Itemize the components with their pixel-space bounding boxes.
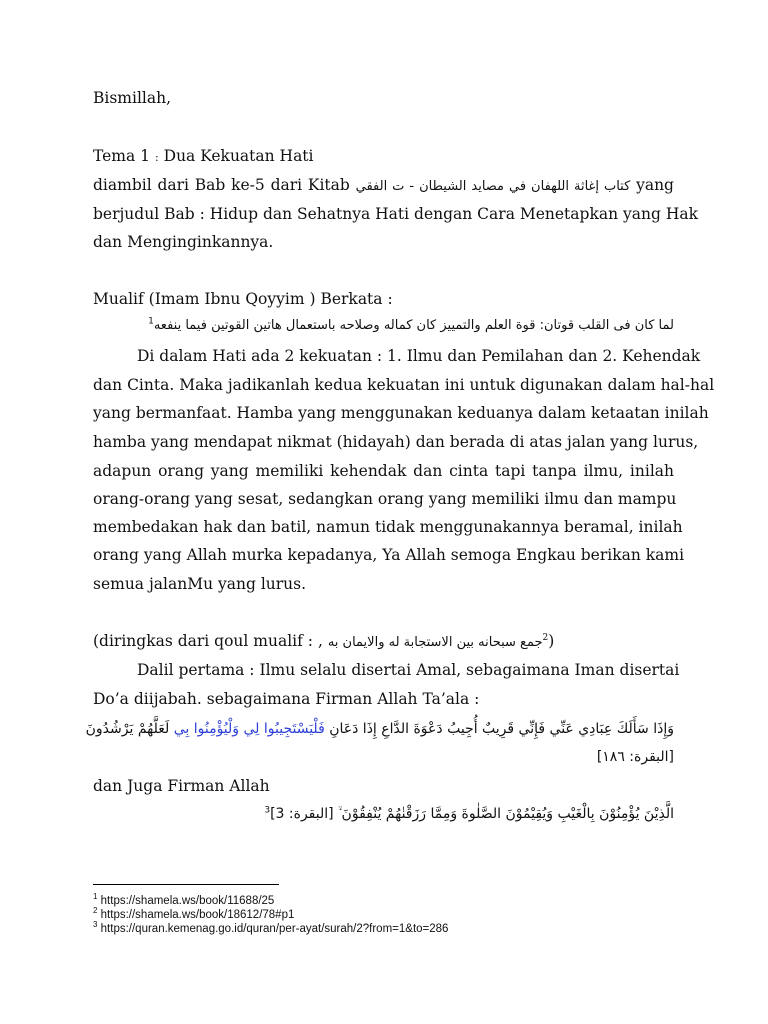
ringkas-pre: (diringkas dari qoul mualif : ,: [93, 632, 323, 650]
dalil-line-2: Do’a diijabah. sebagaimana Firman Allah Ta’ala :: [93, 690, 480, 708]
tema-colon: :: [154, 151, 159, 164]
source-pre: diambil dari Bab ke-5 dari Kitab: [93, 176, 350, 194]
greeting: Bismillah,: [93, 89, 172, 107]
ayah1-part-a: وَإِذَا سَأَلَكَ عِبَادِي عَنِّي فَإِنِّي قَرِيبٌ أُجِيبُ دَعْوَةَ الدَّاعِ إِذَا دَعَانِ: [329, 721, 674, 737]
ringkas-line: [93, 631, 674, 653]
footnote-ref-2[interactable]: 2: [542, 632, 549, 643]
para1-line: semua jalanMu yang lurus.: [93, 575, 307, 593]
ayah1-part-b: لَعَلَّهُمْ يَرْشُدُونَ: [85, 721, 170, 737]
footnote-ref-1[interactable]: 1: [148, 316, 154, 327]
footnote-link[interactable]: https://shamela.ws/book/11688/25: [100, 895, 275, 907]
footnote-link[interactable]: https://quran.kemenag.go.id/quran/per-ayat/surah/2?from=1&to=286: [100, 923, 449, 935]
footnote-ref-3[interactable]: 3: [264, 805, 271, 816]
quote-text: لما كان فى القلب قوتان: قوة العلم والتمييز كان كماله وصلاحه باستعمال هاتين القوتين فيما ينفعه: [153, 318, 674, 333]
ayah-1: [85, 719, 674, 739]
dalil-line-1: Dalil pertama : Ilmu selalu disertai Amal, sebagaimana Iman disertai: [137, 661, 680, 679]
footnote-1: [93, 894, 693, 908]
para1-line: orang yang Allah murka kepadanya, Ya Allah semoga Engkau berikan kami: [93, 546, 685, 564]
ayah1-reference: [البقرة: ١٨٦]: [596, 749, 674, 765]
footnote-number: 3: [93, 920, 98, 930]
para1-line: dan Cinta. Maka jadikanlah kedua kekuatan ini untuk digunakan dalam hal-hal: [93, 376, 715, 394]
source-line: [93, 175, 674, 197]
footnote-divider: [93, 884, 279, 885]
source-post: yang: [636, 176, 674, 194]
tema-label: Tema 1: [93, 147, 151, 165]
footnote-2: [93, 908, 693, 922]
bab-line-2: dan Menginginkannya.: [93, 233, 274, 251]
footnote-3: [93, 922, 693, 936]
ayah1-highlight: فَلْيَسْتَجِيبُوا لِي وَلْيُؤْمِنُوا بِي: [173, 721, 325, 737]
para1-line: orang-orang yang sesat, sedangkan orang yang memiliki ilmu dan mampu: [93, 490, 677, 508]
para1-line: yang bermanfaat. Hamba yang menggunakan keduanya dalam ketaatan inilah: [93, 404, 709, 422]
mualif-line: Mualif (Imam Ibnu Qoyyim ) Berkata :: [93, 290, 393, 308]
para1-line: adapun orang yang memiliki kehendak dan cinta tapi tanpa ilmu, inilah: [93, 462, 674, 480]
footnote-number: 1: [93, 892, 98, 902]
ayah2-text: الَّذِيْنَ يُؤْمِنُوْنَ بِالْغَيْبِ وَيُقِيْمُوْنَ الصَّلٰوةَ وَمِمَّا رَزَقْنٰهُمْ يُنْفِقُوْنَ ۙ: [338, 806, 674, 822]
ringkas-post: ): [548, 632, 555, 650]
footnote-link[interactable]: https://shamela.ws/book/18612/78#p1: [100, 909, 295, 921]
source-arabic-title: كتاب إغاثة اللهفان في مصايد الشيطان - ت الفقي: [355, 179, 631, 194]
para1-line: hamba yang mendapat nikmat (hidayah) dan berada di atas jalan yang lurus,: [93, 433, 699, 451]
para1-line: Di dalam Hati ada 2 kekuatan : 1. Ilmu dan Pemilahan dan 2. Kehendak: [137, 347, 701, 365]
bab-line-1: berjudul Bab : Hidup dan Sehatnya Hati dengan Cara Menetapkan yang Hak: [93, 205, 698, 223]
footnote-number: 2: [93, 906, 98, 916]
tema-heading: [93, 146, 674, 168]
para1-line: membedakan hak dan batil, namun tidak menggunakannya beramal, inilah: [93, 518, 683, 536]
ayah2-reference: [البقرة: 3]: [270, 806, 334, 822]
arabic-quote: [93, 316, 674, 336]
juga-line: dan Juga Firman Allah: [93, 777, 270, 795]
ringkas-arabic: جمع سبحانه بين الاستجابة له والايمان به: [327, 635, 543, 650]
ayah-2: [93, 804, 674, 824]
tema-title: Dua Kekuatan Hati: [163, 147, 314, 165]
